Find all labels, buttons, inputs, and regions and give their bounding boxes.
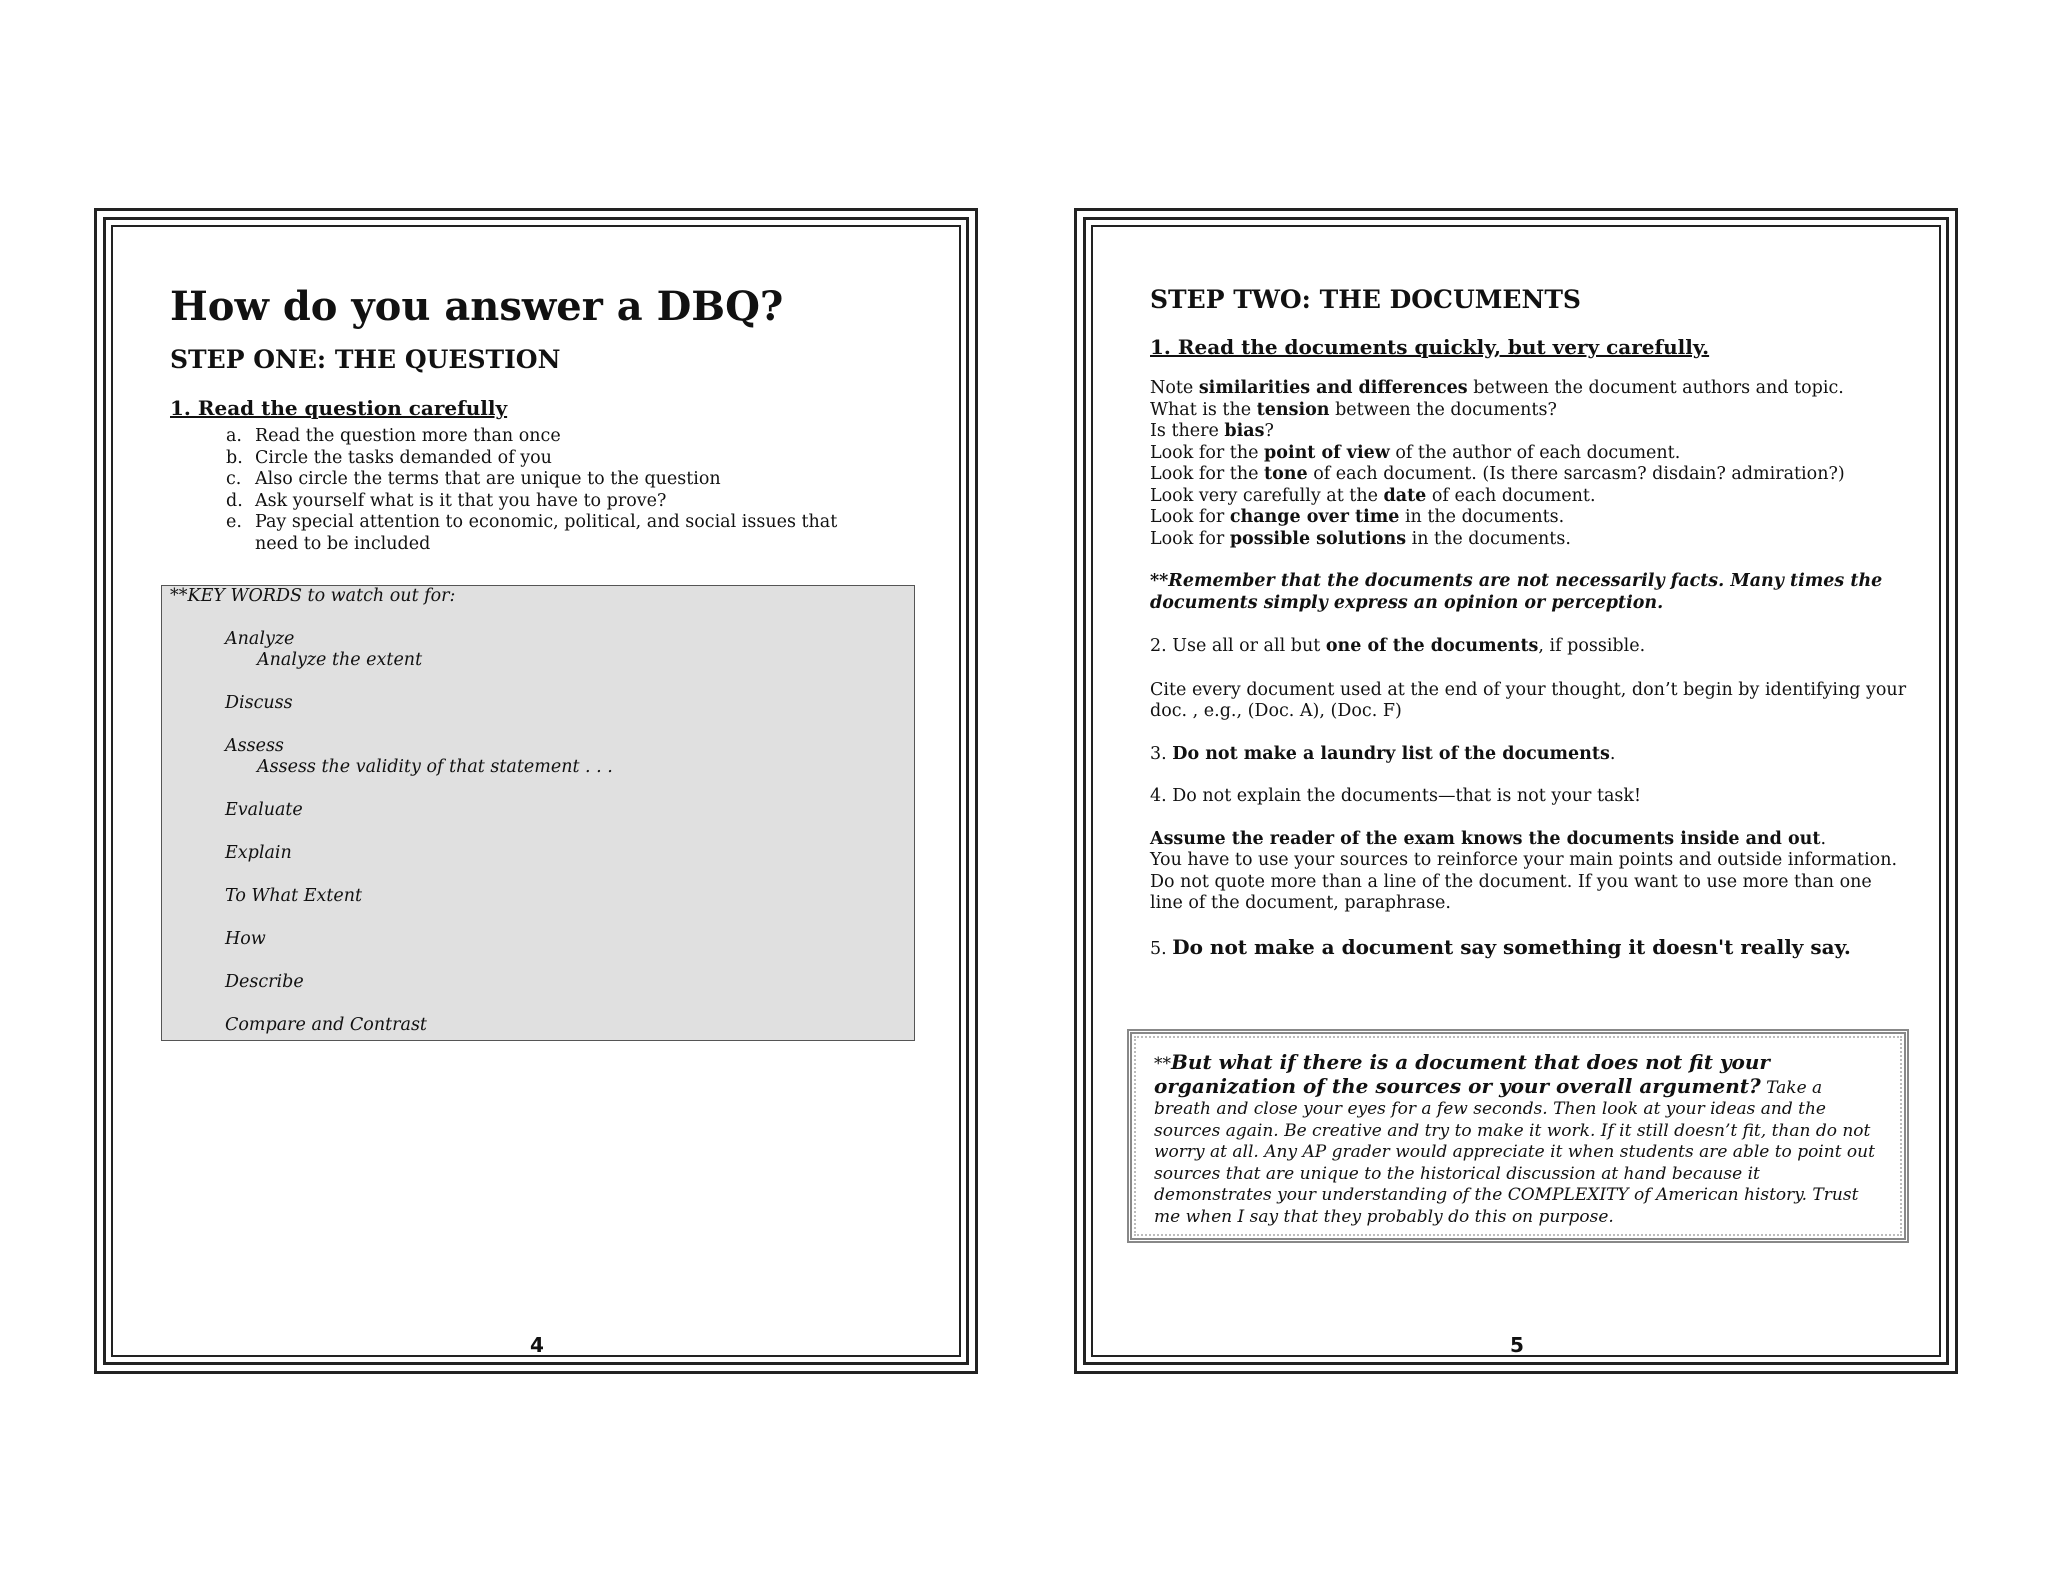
keyword-analyze-extent: Analyze the extent: [257, 650, 423, 670]
item-4: 4. Do not explain the documents—that is not your task!: [1150, 786, 1642, 806]
right-page-content: [1150, 285, 1910, 959]
left-page: [94, 208, 978, 1374]
list-item: d. Ask yourself what is it that you have to prove?: [226, 490, 667, 511]
note-line: Look for possible solutions in the documents.: [1150, 528, 1571, 549]
keyword-explain: Explain: [225, 843, 292, 863]
step-one-heading: STEP ONE: THE QUESTION: [170, 345, 561, 374]
key-words-box: [161, 585, 915, 1041]
note-line: Look for change over time in the documents.: [1150, 507, 1565, 527]
list-item: e. Pay special attention to economic, political, and social issues that need to be included: [226, 512, 838, 554]
assume-note: Assume the reader of the exam knows the documents inside and out. You have to use your sources to reinforce your main points and outside information. Do not quote more than a line of the document. If you want to use more than one line of the document, paraphrase.: [1150, 828, 1898, 913]
key-words-heading: **KEY WORDS to watch out for:: [170, 586, 456, 606]
note-line: What is the tension between the documents?: [1150, 399, 1557, 420]
left-page-content: [170, 285, 910, 555]
list-item: c. Also circle the terms that are unique to the question: [226, 469, 721, 489]
keyword-to-what-extent: To What Extent: [225, 886, 363, 906]
item-3: 3. Do not make a laundry list of the documents.: [1150, 743, 1616, 764]
cite-note: Cite every document used at the end of your thought, don’t begin by identifying your doc. , e.g., (Doc. A), (Doc. F): [1150, 679, 1907, 721]
keyword-evaluate: Evaluate: [225, 800, 303, 820]
item-5: 5. Do not make a document say something it doesn't really say.: [1150, 934, 1851, 959]
keyword-describe: Describe: [225, 972, 304, 992]
keyword-analyze: Analyze: [225, 629, 295, 649]
question-subheading: 1. Read the question carefully: [170, 396, 508, 420]
page-number: 4: [530, 1333, 544, 1357]
keyword-assess-validity: Assess the validity of that statement . . .: [257, 757, 613, 777]
list-item: a. Read the question more than once: [226, 426, 561, 446]
remember-note: **Remember that the documents are not necessarily facts. Many times the documents simply express an opinion or perception.: [1150, 571, 1883, 613]
document-fit-note-box: **But what if there is a document that does not fit your organization of the sources or your overall argument? Take a breath and close your eyes for a few seconds. Then look at your ideas and the sources again. Be creative and try to make it work. If it still doesn’t fit, than do not worry at all. Any AP grader would appreciate it when students are able to point out sources that are unique to the historical discussion at hand because it demonstrates your understanding of the COMPLEXITY of American history. Trust me when I say that they probably do this on purpose.: [1127, 1029, 1909, 1243]
list-item: b. Circle the tasks demanded of you: [226, 447, 552, 468]
question-steps-list: [226, 426, 886, 555]
note-line: Look for the point of view of the author of each document.: [1150, 442, 1681, 463]
note-line: Look very carefully at the date of each document.: [1150, 485, 1596, 506]
keyword-discuss: Discuss: [225, 693, 293, 713]
note-line: Look for the tone of each document. (Is there sarcasm? disdain? admiration?): [1150, 464, 1845, 484]
page-title: How do you answer a DBQ?: [170, 283, 784, 330]
documents-subheading: 1. Read the documents quickly, but very carefully.: [1150, 335, 1710, 359]
note-line: Note similarities and differences between the document authors and topic.: [1150, 378, 1844, 398]
right-page: [1074, 208, 1958, 1374]
keyword-how: How: [225, 929, 266, 949]
step-two-heading: STEP TWO: THE DOCUMENTS: [1150, 285, 1581, 314]
note-line: Is there bias?: [1150, 421, 1274, 441]
page-number: 5: [1510, 1333, 1524, 1357]
keyword-compare-contrast: Compare and Contrast: [225, 1015, 427, 1035]
item-2: 2. Use all or all but one of the documents, if possible.: [1150, 636, 1646, 656]
keyword-assess: Assess: [225, 736, 284, 756]
document-notes: [1150, 378, 1910, 550]
